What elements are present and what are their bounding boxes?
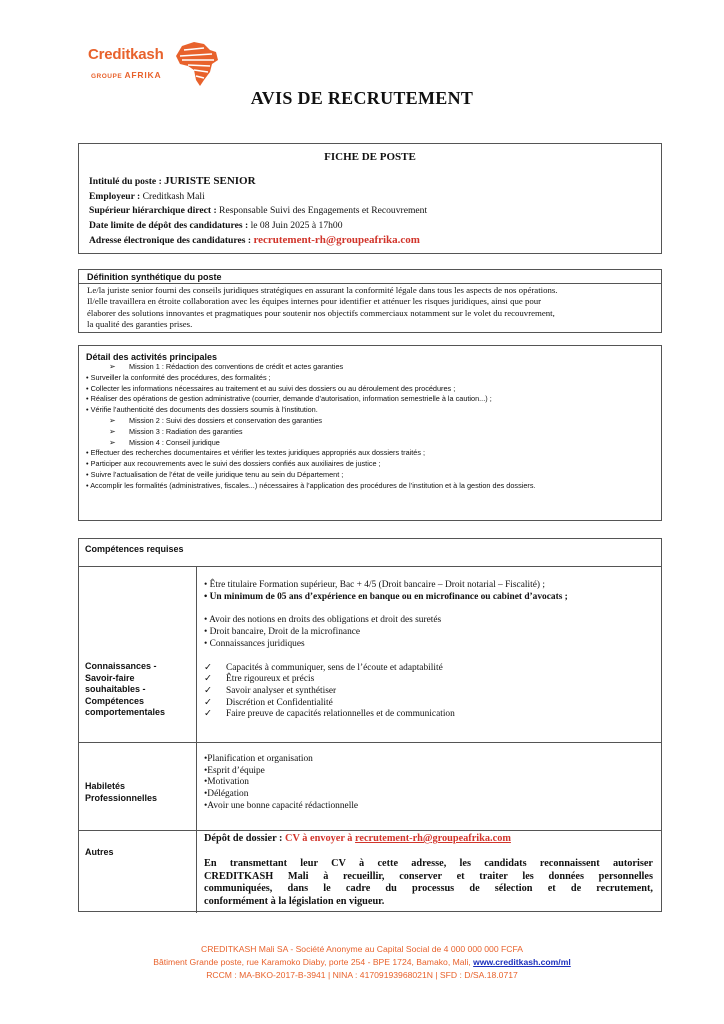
autres-content-cell xyxy=(197,831,661,913)
skill-item xyxy=(204,709,661,721)
activity-item xyxy=(86,459,661,470)
arrow-bullet-icon: ➢ xyxy=(109,362,116,371)
superieur-value: Responsable Suivi des Engagements et Recouvrement xyxy=(219,205,428,216)
mission-item xyxy=(86,416,661,427)
employeur-label: Employeur : xyxy=(89,190,143,202)
row-label: Savoir-faire xyxy=(85,672,135,683)
checkmark-icon: ✓ xyxy=(204,697,212,708)
skill-text: Être rigoureux et précis xyxy=(226,674,315,685)
activity-text: Vérifie l’authenticité des documents des dossiers soumis à l’institution. xyxy=(90,405,318,415)
skill-item xyxy=(204,698,661,710)
logo-group-prefix: GROUPE xyxy=(91,73,123,80)
activity-item xyxy=(86,470,661,481)
employeur-line xyxy=(89,190,427,205)
page-title: AVIS DE RECRUTEMENT xyxy=(250,88,474,108)
poste-value: JURISTE SENIOR xyxy=(164,175,256,187)
requirement-text: Un minimum de 05 ans d’expérience en banque ou en microfinance ou cabinet d’avocats ; xyxy=(209,591,568,602)
activity-text: Participer aux recouvrements avec le suivi des dossiers confiés aux auxiliaires de justice ; xyxy=(90,459,381,469)
requirement-text: Être titulaire Formation supérieur, Bac + 4/5 (Droit bancaire – Droit notarial – Fiscalité) ; xyxy=(209,580,545,590)
knowledge-label-cell xyxy=(79,567,197,742)
habilete-item: •Avoir une bonne capacité rédactionnelle xyxy=(204,800,359,811)
checkmark-icon: ✓ xyxy=(204,709,212,720)
definition-line: Le/la juriste senior fourni des conseils juridiques stratégiques en assurant la conformité légale dans tous les aspects de nos opérations. xyxy=(87,285,558,295)
habilete-text: Avoir une bonne capacité rédactionnelle xyxy=(207,800,359,811)
bullet-icon: • xyxy=(86,480,91,490)
definition-text xyxy=(79,284,661,331)
mission-item xyxy=(86,427,661,438)
activity-item xyxy=(86,405,661,416)
definition-box xyxy=(78,269,662,333)
definition-line: la qualité des garanties prises. xyxy=(87,319,193,330)
knowledge-content-cell xyxy=(197,567,661,742)
superieur-label: Supérieur hiérarchique direct : xyxy=(89,205,220,216)
mission-item xyxy=(86,438,661,449)
habilete-text: Délégation xyxy=(207,789,249,800)
activity-text: Accomplir les formalités (administratives, fiscales...) nécessaires à l’application des procédures de l’institution et à la gestion des dossiers. xyxy=(90,480,536,490)
competences-row-autres xyxy=(79,831,661,913)
mission-item xyxy=(86,362,661,373)
knowledge-text: Connaissances juridiques xyxy=(209,638,305,649)
depot-line xyxy=(204,833,661,846)
footer-registry-line: RCCM : MA-BKO-2017-B-3941 | NINA : 41709193968021N | SFD : D/SA.18.0717 xyxy=(206,970,518,980)
poste-line xyxy=(89,174,427,190)
row-label: Habiletés xyxy=(85,781,126,791)
bullet-icon: • xyxy=(86,405,91,415)
habilete-item: •Motivation xyxy=(204,777,249,788)
checkmark-icon: ✓ xyxy=(204,662,212,673)
skill-item xyxy=(204,663,661,675)
application-email[interactable]: recrutement-rh@groupeafrika.com xyxy=(253,234,420,246)
skill-text: Capacités à communiquer, sens de l’écoute et adaptabilité xyxy=(226,662,443,673)
habilete-item: •Esprit d’équipe xyxy=(204,765,265,776)
activity-item xyxy=(86,373,661,384)
habilete-text: Planification et organisation xyxy=(207,754,313,764)
habilete-text: Esprit d’équipe xyxy=(207,765,265,776)
activity-text: Mission 2 : Suivi des dossiers et conservation des garanties xyxy=(129,415,323,425)
footer-address-text: Bâtiment Grande poste, rue Karamoko Diaby, porte 254 - BPE 1724, Bamako, Mali, xyxy=(153,957,474,967)
activity-text: Surveiller la conformité des procédures, des formalités ; xyxy=(90,372,271,382)
bullet-icon: • xyxy=(86,372,91,382)
logo-group-name: AFRIKA xyxy=(124,70,162,80)
email-label: Adresse électronique des candidatures : xyxy=(89,235,254,246)
definition-line: Il/elle travaillera en étroite collaboration avec les équipes internes pour identifier et atténuer les risques juridiques, ainsi que pour xyxy=(87,296,542,307)
creditkash-logo xyxy=(88,40,228,92)
competences-row-habiletes xyxy=(79,743,661,831)
activity-text: Réaliser des opérations de gestion administrative (courrier, demande d’autorisation, information semestrielle à la caution...) ; xyxy=(90,394,492,404)
bullet-icon: • xyxy=(86,459,91,469)
habilete-item: •Délégation xyxy=(204,789,249,800)
habilete-item: •Planification et organisation xyxy=(204,754,313,764)
row-label: comportementales xyxy=(85,707,166,717)
employeur-value: Creditkash Mali xyxy=(142,190,205,202)
footer-company-line: CREDITKASH Mali SA - Société Anonyme au Capital Social de 4 000 000 000 FCFA xyxy=(201,944,523,954)
knowledge-text: Avoir des notions en droits des obligations et droit des suretés xyxy=(209,615,442,626)
arrow-bullet-icon: ➢ xyxy=(109,437,116,447)
bullet-icon: • xyxy=(86,394,91,404)
requirement-education: • Être titulaire Formation supérieur, Bac + 4/5 (Droit bancaire – Droit notarial – Fiscalité) ; xyxy=(204,580,545,590)
logo-brand-text: Creditkash xyxy=(88,46,164,63)
date-value: le 08 Juin 2025 à 17h00 xyxy=(250,219,343,231)
habiletes-content-cell xyxy=(197,743,661,830)
depot-label: Dépôt de dossier : xyxy=(204,833,286,844)
depot-cv-text: CV à envoyer à xyxy=(285,833,356,844)
consent-line: communiquées, dans le cadre du processus de sélection et de recrutement, xyxy=(204,883,653,895)
skill-item xyxy=(204,686,661,698)
habilete-text: Motivation xyxy=(207,777,249,788)
activity-text: Mission 4 : Conseil juridique xyxy=(129,437,220,447)
africa-map-icon xyxy=(174,40,220,88)
activities-list xyxy=(86,362,661,492)
activity-text: Mission 1 : Rédaction des conventions de crédit et actes garanties xyxy=(129,362,344,371)
knowledge-item: • Droit bancaire, Droit de la microfinance xyxy=(204,627,361,638)
date-label: Date limite de dépôt des candidatures : xyxy=(89,219,251,231)
row-label: Connaissances - xyxy=(85,661,157,671)
footer-website-link[interactable]: www.creditkash.com/ml xyxy=(473,957,571,967)
activity-text: Mission 3 : Radiation des garanties xyxy=(129,426,243,436)
competences-row-knowledge xyxy=(79,567,661,743)
competences-heading: Compétences requises xyxy=(79,539,661,567)
knowledge-item: • Connaissances juridiques xyxy=(204,638,305,649)
consent-line: En transmettant leur CV à cette adresse, les candidats reconnaissent autoriser xyxy=(204,857,653,869)
skill-text: Savoir analyser et synthétiser xyxy=(226,685,337,696)
habiletes-label-cell xyxy=(79,743,197,830)
arrow-bullet-icon: ➢ xyxy=(109,415,116,425)
activity-item xyxy=(86,448,661,459)
fiche-details xyxy=(89,174,427,249)
activities-box xyxy=(78,345,662,521)
skill-text: Discrétion et Confidentialité xyxy=(226,697,333,708)
depot-email-link[interactable]: recrutement-rh@groupeafrika.com xyxy=(355,833,511,844)
skill-text: Faire preuve de capacités relationnelles et de communication xyxy=(226,709,455,720)
row-label: souhaitables - xyxy=(85,684,146,694)
activity-item xyxy=(86,481,661,492)
logo-group-text xyxy=(91,70,161,80)
date-limite-line xyxy=(89,219,427,234)
definition-heading: Définition synthétique du poste xyxy=(79,270,661,284)
footer-address-line xyxy=(0,957,724,967)
knowledge-text: Droit bancaire, Droit de la microfinance xyxy=(209,627,361,638)
poste-label: Intitulé du poste : xyxy=(89,176,165,187)
activity-text: Effectuer des recherches documentaires et vérifier les textes juridiques appropriés aux dossiers traités ; xyxy=(90,448,426,458)
bullet-icon: • xyxy=(86,383,91,393)
superieur-line xyxy=(89,204,427,219)
checkmark-icon: ✓ xyxy=(204,685,212,696)
requirement-experience: • Un minimum de 05 ans d’expérience en banque ou en microfinance ou cabinet d’avocats ; xyxy=(204,591,568,602)
activity-item xyxy=(86,384,661,395)
fiche-de-poste-box xyxy=(78,143,662,254)
consent-line: CREDITKASH Mali à recueillir, conserver et traiter les données personnelles xyxy=(204,870,653,882)
fiche-heading: FICHE DE POSTE xyxy=(324,151,416,163)
knowledge-item: • Avoir des notions en droits des obligations et droit des suretés xyxy=(204,615,442,626)
arrow-bullet-icon: ➢ xyxy=(109,426,116,436)
autres-label-cell xyxy=(79,831,197,913)
consent-line: conformément à la législation en vigueur. xyxy=(204,896,385,908)
email-line xyxy=(89,233,427,249)
row-label: Compétences xyxy=(85,695,145,706)
bullet-icon: • xyxy=(86,469,91,479)
activity-item xyxy=(86,394,661,405)
definition-line: élaborer des solutions innovantes et pragmatiques pour soutenir nos objectifs commerciaux notamment sur le volet du recouvrement, xyxy=(87,307,555,318)
activity-text: Suivre l’actualisation de l’état de veille juridique tenu au sein du Département ; xyxy=(90,469,344,479)
competences-table xyxy=(78,538,662,912)
activity-text: Collecter les informations nécessaires au traitement et au suivi des dossiers ou au déroulement des procédures ; xyxy=(90,383,456,393)
row-label: Professionnelles xyxy=(85,792,158,803)
skill-item xyxy=(204,674,661,686)
bullet-icon: • xyxy=(86,448,91,458)
activities-heading: Détail des activités principales xyxy=(86,352,218,362)
row-label: Autres xyxy=(85,847,114,857)
checkmark-icon: ✓ xyxy=(204,674,212,685)
